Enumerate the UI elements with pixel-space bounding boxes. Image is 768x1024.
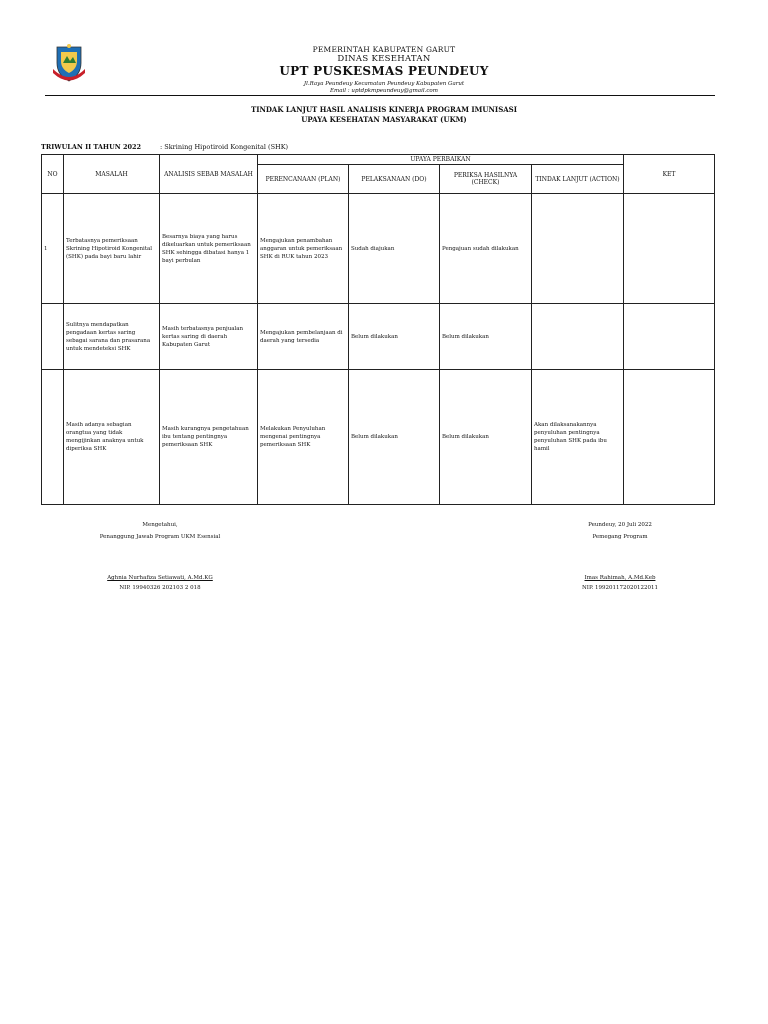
header-ket: KET	[624, 155, 715, 194]
table-header-row	[42, 155, 715, 165]
header-upaya-perbaikan: UPAYA PERBAIKAN	[258, 155, 624, 165]
email: Email : uptdpkmpeundeuy@gmail.com	[330, 88, 438, 94]
department-name: DINAS KESEHATAN	[337, 54, 431, 64]
cell-action: Akan dilaksanakannya penyuluhan pentingnya penyuluhan SHK pada ibu hamil	[532, 370, 624, 505]
cell-no	[42, 304, 64, 370]
cell-action	[532, 304, 624, 370]
cell-do: Sudah diajukan	[349, 194, 440, 304]
letterhead-divider	[45, 95, 715, 96]
cell-analisis: Masih kurangnya pengetahuan ibu tentang pentingnya pemeriksaan SHK	[160, 370, 258, 505]
table-row	[42, 304, 715, 370]
table-row	[42, 194, 715, 304]
cell-analisis: Besarnya biaya yang harus dikeluarkan untuk pemeriksaan SHK sehingga dibatasi hanya 1 bayi perbulan	[160, 194, 258, 304]
header-masalah: MASALAH	[64, 155, 160, 194]
signature-right-name: Imas Rahimah, A.Md.Keb	[584, 575, 656, 581]
program-label: : Skrining Hipotiroid Kongenital (SHK)	[160, 143, 289, 151]
header-action: TINDAK LANJUT (ACTION)	[532, 165, 624, 194]
header-plan: PERENCANAAN (PLAN)	[258, 165, 349, 194]
cell-plan: Mengajukan pembelanjaan di daerah yang tersedia	[258, 304, 349, 370]
cell-masalah: Masih adanya sebagian orangtua yang tidak mengijinkan anaknya untuk diperiksa SHK	[64, 370, 160, 505]
header-analisis: ANALISIS SEBAB MASALAH	[160, 155, 258, 194]
cell-masalah: Sulitnya mendapatkan pengadaan kertas saring sebagai sarana dan prasarana untuk mendeteksi SHK	[64, 304, 160, 370]
cell-no: 1	[42, 194, 64, 304]
signature-right-nip: NIP. 199201172020122011	[581, 585, 659, 591]
cell-plan: Melakukan Penyuluhan mengenai pentingnya pemeriksaan SHK	[258, 370, 349, 505]
cell-check: Belum dilakukan	[440, 304, 532, 370]
cell-check: Pengajuan sudah dilakukan	[440, 194, 532, 304]
signature-right-role: Pemegang Program	[592, 534, 648, 540]
table-row	[42, 370, 715, 505]
signature-left-nip: NIP. 19940326 202103 2 018	[119, 585, 201, 591]
cell-do: Belum dilakukan	[349, 304, 440, 370]
document-subtitle: UPAYA KESEHATAN MASYARAKAT (UKM)	[301, 115, 467, 124]
address: Jl.Raya Peundeuy Kecamatan Peundeuy Kabupaten Garut	[303, 81, 465, 87]
cell-ket	[624, 370, 715, 505]
header-do: PELAKSANAAN (DO)	[349, 165, 440, 194]
cell-masalah: Terbatasnya pemeriksaan Skrining Hipotiroid Kongenital (SHK) pada bayi baru lahir	[64, 194, 160, 304]
follow-up-table	[41, 154, 715, 505]
cell-do: Belum dilakukan	[349, 370, 440, 505]
cell-plan: Mengajukan penambahan anggaran untuk pemeriksaan SHK di RUK tahun 2023	[258, 194, 349, 304]
period-label: TRIWULAN II TAHUN 2022	[41, 143, 142, 151]
cell-ket	[624, 194, 715, 304]
document-title: TINDAK LANJUT HASIL ANALISIS KINERJA PROGRAM IMUNISASI	[250, 105, 518, 114]
unit-name: UPT PUSKESMAS PEUNDEUY	[279, 64, 489, 78]
cell-ket	[624, 304, 715, 370]
signature-left-label: Mengetahui,	[142, 522, 178, 528]
cell-check: Belum dilakukan	[440, 370, 532, 505]
signature-right-date: Peundeuy, 20 Juli 2022	[588, 522, 652, 528]
header-check: PERIKSA HASILNYA (CHECK)	[440, 165, 532, 194]
signature-left-role: Penanggung Jawab Program UKM Esensial	[99, 534, 221, 540]
cell-no	[42, 370, 64, 505]
signature-left-name: Aghnia Nurhafiza Setiawati, A.Md.KG	[107, 575, 213, 581]
header-no: NO	[42, 155, 64, 194]
cell-analisis: Masih terbatasnya penjualan kertas saring di daerah Kabupaten Garut	[160, 304, 258, 370]
cell-action	[532, 194, 624, 304]
government-name: PEMERINTAH KABUPATEN GARUT	[312, 45, 456, 54]
